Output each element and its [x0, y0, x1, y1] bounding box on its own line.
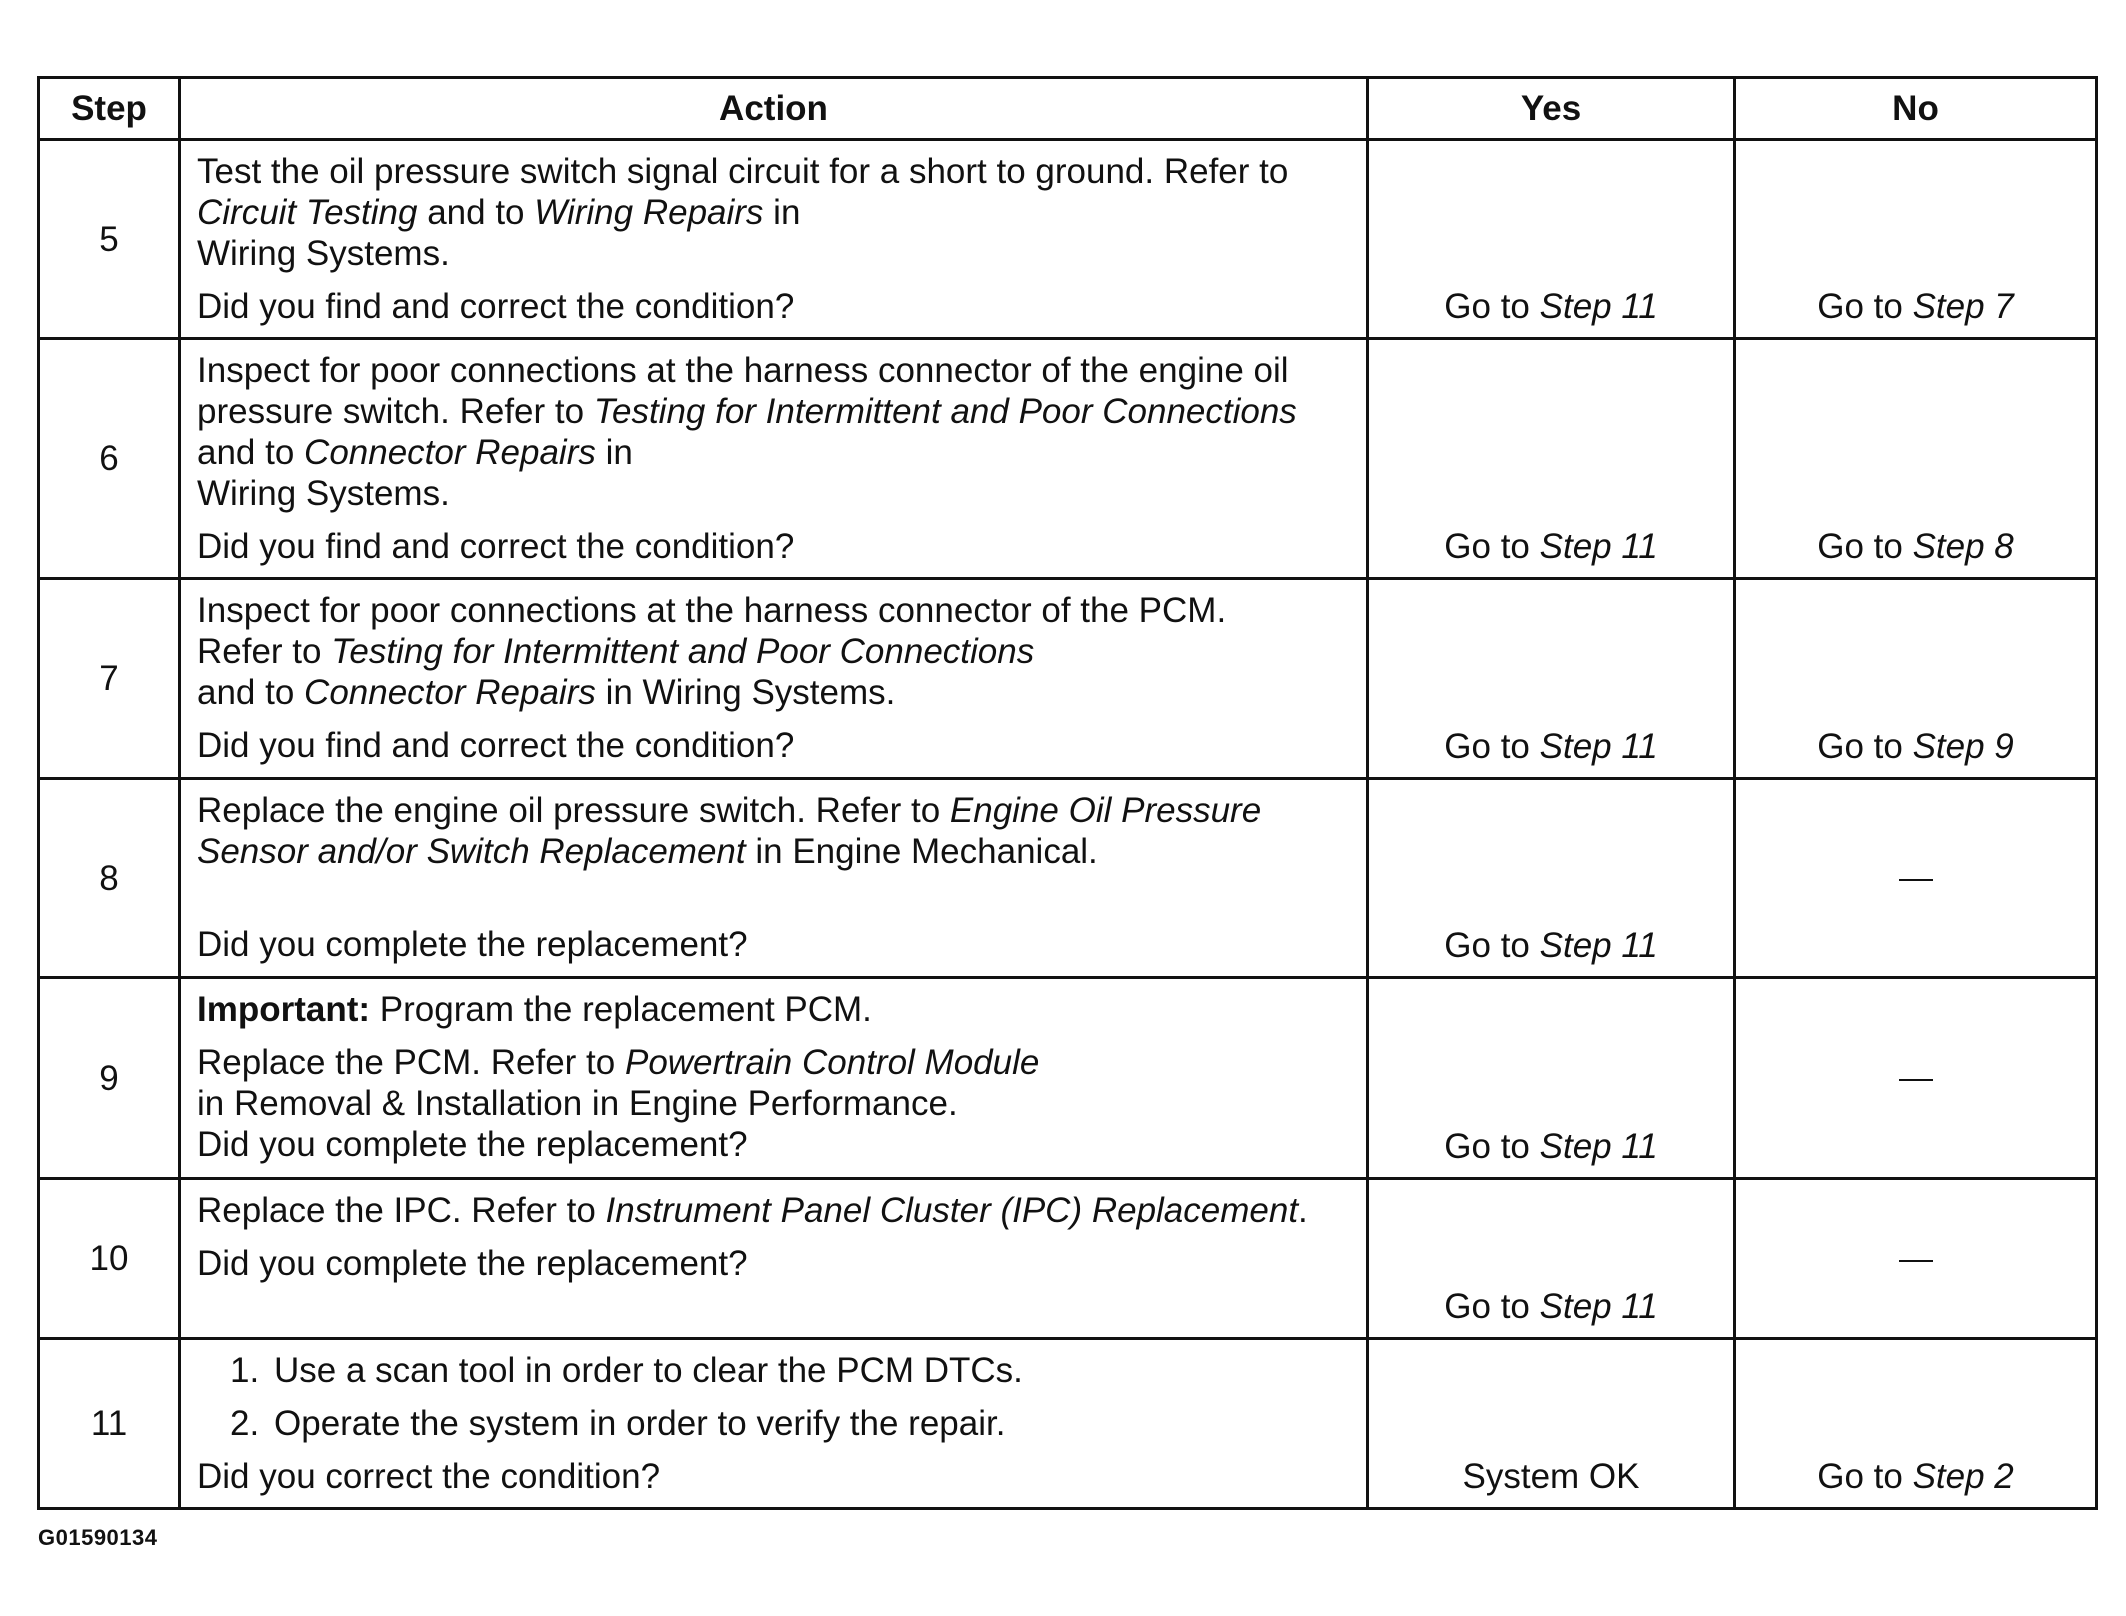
action-cell: [180, 1179, 1368, 1339]
table-row-step-9: [39, 978, 2097, 1179]
action-question: Did you find and correct the condition?: [197, 726, 795, 765]
action-text: Replace the IPC. Refer to Instrument Panel Cluster (IPC) Replacement.: [197, 1191, 1308, 1230]
step-reference: Step 9: [1912, 727, 2014, 766]
no-cell: [1735, 978, 2097, 1179]
yes-cell: Go to Step 11: [1368, 339, 1735, 579]
header-yes: Yes: [1368, 78, 1735, 140]
important-label: Important:: [197, 990, 371, 1029]
no-cell: Go to Step 2: [1735, 1339, 2097, 1509]
table-row-step-8: [39, 779, 2097, 978]
diagnostic-steps-table: [37, 76, 2098, 1510]
dash-mark: [1899, 879, 1933, 881]
step-number: 11: [39, 1339, 180, 1509]
list-item: 2. Operate the system in order to verify the repair.: [230, 1404, 1006, 1443]
dash-mark: [1899, 1079, 1933, 1081]
reference-link: Instrument Panel Cluster (IPC) Replacement: [605, 1191, 1299, 1230]
yes-cell: Go to Step 11: [1368, 779, 1735, 978]
action-text: Inspect for poor connections at the harness connector of the engine oil pressure switch. Refer to Testing for Intermittent and Poor Connections and to Connector Repairs in Wiring Systems.: [197, 351, 1297, 513]
no-cell: [1735, 779, 2097, 978]
step-number: 8: [39, 779, 180, 978]
action-cell: [180, 140, 1368, 339]
reference-link: Testing for Intermittent and Poor Connections: [331, 632, 1035, 671]
step-number: 10: [39, 1179, 180, 1339]
action-question: Did you find and correct the condition?: [197, 527, 795, 566]
figure-id: G01590134: [38, 1525, 158, 1550]
reference-link: Wiring Repairs: [534, 193, 764, 232]
header-no: No: [1735, 78, 2097, 140]
step-reference: Step 11: [1539, 1127, 1658, 1166]
step-reference: Step 8: [1912, 527, 2014, 566]
dash-mark: [1899, 1260, 1933, 1262]
step-reference: Step 11: [1539, 926, 1658, 965]
table-row-step-6: [39, 339, 2097, 579]
step-number: 9: [39, 978, 180, 1179]
step-reference: Step 7: [1912, 287, 2014, 326]
yes-cell: Go to Step 11: [1368, 1179, 1735, 1339]
action-text: Replace the PCM. Refer to Powertrain Control Module in Removal & Installation in Engine Performance.: [197, 1043, 1040, 1123]
table-row-step-5: [39, 140, 2097, 339]
yes-cell: Go to Step 11: [1368, 978, 1735, 1179]
action-cell: [180, 779, 1368, 978]
action-text: Replace the engine oil pressure switch. Refer to Engine Oil Pressure Sensor and/or Switch Replacement in Engine Mechanical.: [197, 791, 1262, 871]
no-cell: Go to Step 8: [1735, 339, 2097, 579]
header-step: Step: [39, 78, 180, 140]
step-reference: Step 11: [1539, 1287, 1658, 1326]
action-cell: [180, 1339, 1368, 1509]
action-cell: [180, 978, 1368, 1179]
reference-link: Circuit Testing: [197, 193, 418, 232]
action-question: Did you find and correct the condition?: [197, 287, 795, 326]
step-number: 7: [39, 579, 180, 779]
table-row-step-11: [39, 1339, 2097, 1509]
action-question: Did you complete the replacement?: [197, 925, 748, 964]
action-question: Did you complete the replacement?: [197, 1244, 748, 1283]
action-question: Did you complete the replacement?: [197, 1125, 748, 1164]
important-note: Important: Program the replacement PCM.: [197, 990, 872, 1029]
step-reference: Step 2: [1912, 1457, 2014, 1496]
header-row: [39, 78, 2097, 140]
step-number: 5: [39, 140, 180, 339]
step-reference: Step 11: [1539, 287, 1658, 326]
yes-cell: Go to Step 11: [1368, 579, 1735, 779]
no-cell: Go to Step 9: [1735, 579, 2097, 779]
reference-link: Connector Repairs: [304, 673, 596, 712]
list-item: 1. Use a scan tool in order to clear the PCM DTCs.: [230, 1351, 1023, 1390]
action-cell: [180, 339, 1368, 579]
action-text: Test the oil pressure switch signal circuit for a short to ground. Refer to Circuit Testing and to Wiring Repairs in Wiring Systems.: [197, 152, 1289, 273]
reference-link: Powertrain Control Module: [624, 1043, 1040, 1082]
action-text: Inspect for poor connections at the harness connector of the PCM. Refer to Testing for Intermittent and Poor Connections and to Connector Repairs in Wiring Systems.: [197, 591, 1227, 712]
step-reference: Step 11: [1539, 727, 1658, 766]
reference-link: Testing for Intermittent and Poor Connections: [593, 392, 1297, 431]
reference-link: Engine Oil Pressure Sensor and/or Switch Replacement: [197, 791, 1262, 871]
yes-cell: System OK: [1368, 1339, 1735, 1509]
action-cell: [180, 579, 1368, 779]
table-row-step-10: [39, 1179, 2097, 1339]
step-number: 6: [39, 339, 180, 579]
header-action: Action: [180, 78, 1368, 140]
reference-link: Connector Repairs: [304, 433, 596, 472]
step-reference: Step 11: [1539, 527, 1658, 566]
table-row-step-7: [39, 579, 2097, 779]
yes-cell: Go to Step 11: [1368, 140, 1735, 339]
no-cell: [1735, 1179, 2097, 1339]
no-cell: Go to Step 7: [1735, 140, 2097, 339]
action-question: Did you correct the condition?: [197, 1457, 661, 1496]
